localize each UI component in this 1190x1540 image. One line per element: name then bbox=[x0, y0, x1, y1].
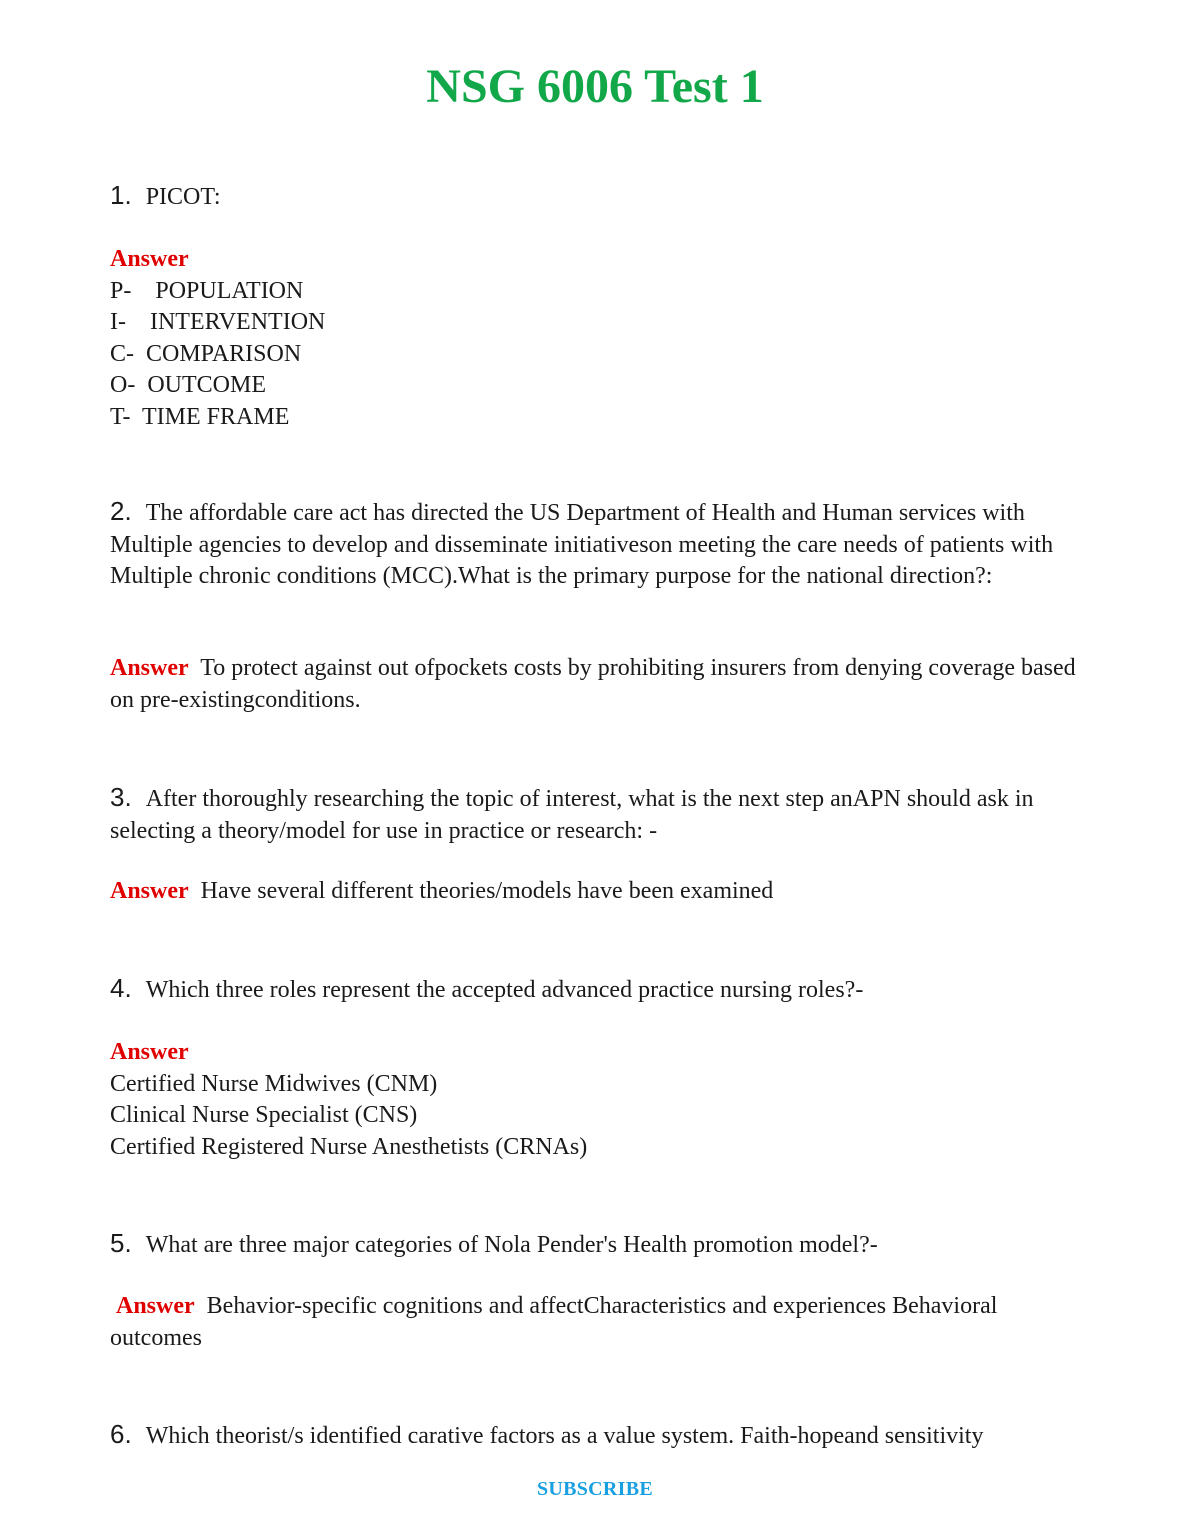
answer-text: Behavior-specific cognitions and affectCharacteristics and experiences Behavioral outcomes bbox=[110, 1293, 998, 1351]
question-3 bbox=[110, 782, 1100, 847]
answer-line: Certified Nurse Midwives (CNM) bbox=[110, 1070, 438, 1097]
question-text: PICOT: bbox=[145, 184, 221, 210]
question-number: 1. bbox=[110, 180, 132, 210]
question-number: 2. bbox=[110, 496, 132, 526]
question-6 bbox=[110, 1419, 1100, 1453]
answer-line: C- COMPARISON bbox=[110, 340, 302, 367]
document-title: NSG 6006 Test 1 bbox=[426, 60, 764, 113]
question-text: What are three major categories of Nola Pender's Health promotion model?- bbox=[145, 1232, 878, 1258]
answer-label: Answer bbox=[116, 1293, 195, 1319]
question-2 bbox=[110, 496, 1100, 593]
question-text: Which three roles represent the accepted advanced practice nursing roles?- bbox=[145, 977, 864, 1003]
answer-5 bbox=[110, 1291, 1010, 1354]
answer-line: Clinical Nurse Specialist (CNS) bbox=[110, 1102, 418, 1128]
answer-text: Have several different theories/models have been examined bbox=[200, 878, 774, 904]
question-text: The affordable care act has directed the US Department of Health and Human services with Multiple agencies to develop and disseminate initiativeson meeting the care needs of patients with Multiple chronic conditions (MCC).What is the primary purpose for the national direction?: bbox=[110, 500, 1054, 589]
answer-1 bbox=[110, 244, 1100, 433]
question-number: 4. bbox=[110, 973, 132, 1003]
question-1 bbox=[110, 180, 1100, 214]
question-number: 3. bbox=[110, 782, 132, 812]
answer-line: I- INTERVENTION bbox=[110, 309, 326, 335]
answer-label: Answer bbox=[110, 878, 189, 904]
answer-line: P- POPULATION bbox=[110, 277, 304, 304]
answer-3 bbox=[110, 876, 1100, 908]
answer-line: Certified Registered Nurse Anesthetists (CRNAs) bbox=[110, 1133, 588, 1160]
question-number: 6. bbox=[110, 1419, 132, 1449]
answer-text: To protect against out ofpockets costs by prohibiting insurers from denying coverage based on pre-existingconditions. bbox=[110, 655, 1076, 713]
answer-label: Answer bbox=[110, 1039, 189, 1065]
question-5 bbox=[110, 1228, 1100, 1262]
answer-2 bbox=[110, 653, 1100, 716]
answer-label: Answer bbox=[110, 246, 189, 272]
answer-label: Answer bbox=[110, 655, 189, 681]
question-text: Which theorist/s identified carative factors as a value system. Faith-hopeand sensitivity bbox=[145, 1423, 984, 1449]
answer-line: O- OUTCOME bbox=[110, 372, 266, 398]
question-number: 5. bbox=[110, 1228, 132, 1258]
question-text: After thoroughly researching the topic of interest, what is the next step anAPN should ask in selecting a theory/model for use in practice or research: - bbox=[110, 786, 1034, 844]
question-4 bbox=[110, 973, 1100, 1007]
subscribe-link[interactable]: SUBSCRIBE bbox=[536, 1478, 654, 1500]
answer-line: T- TIME FRAME bbox=[110, 403, 290, 430]
answer-4 bbox=[110, 1037, 1100, 1163]
